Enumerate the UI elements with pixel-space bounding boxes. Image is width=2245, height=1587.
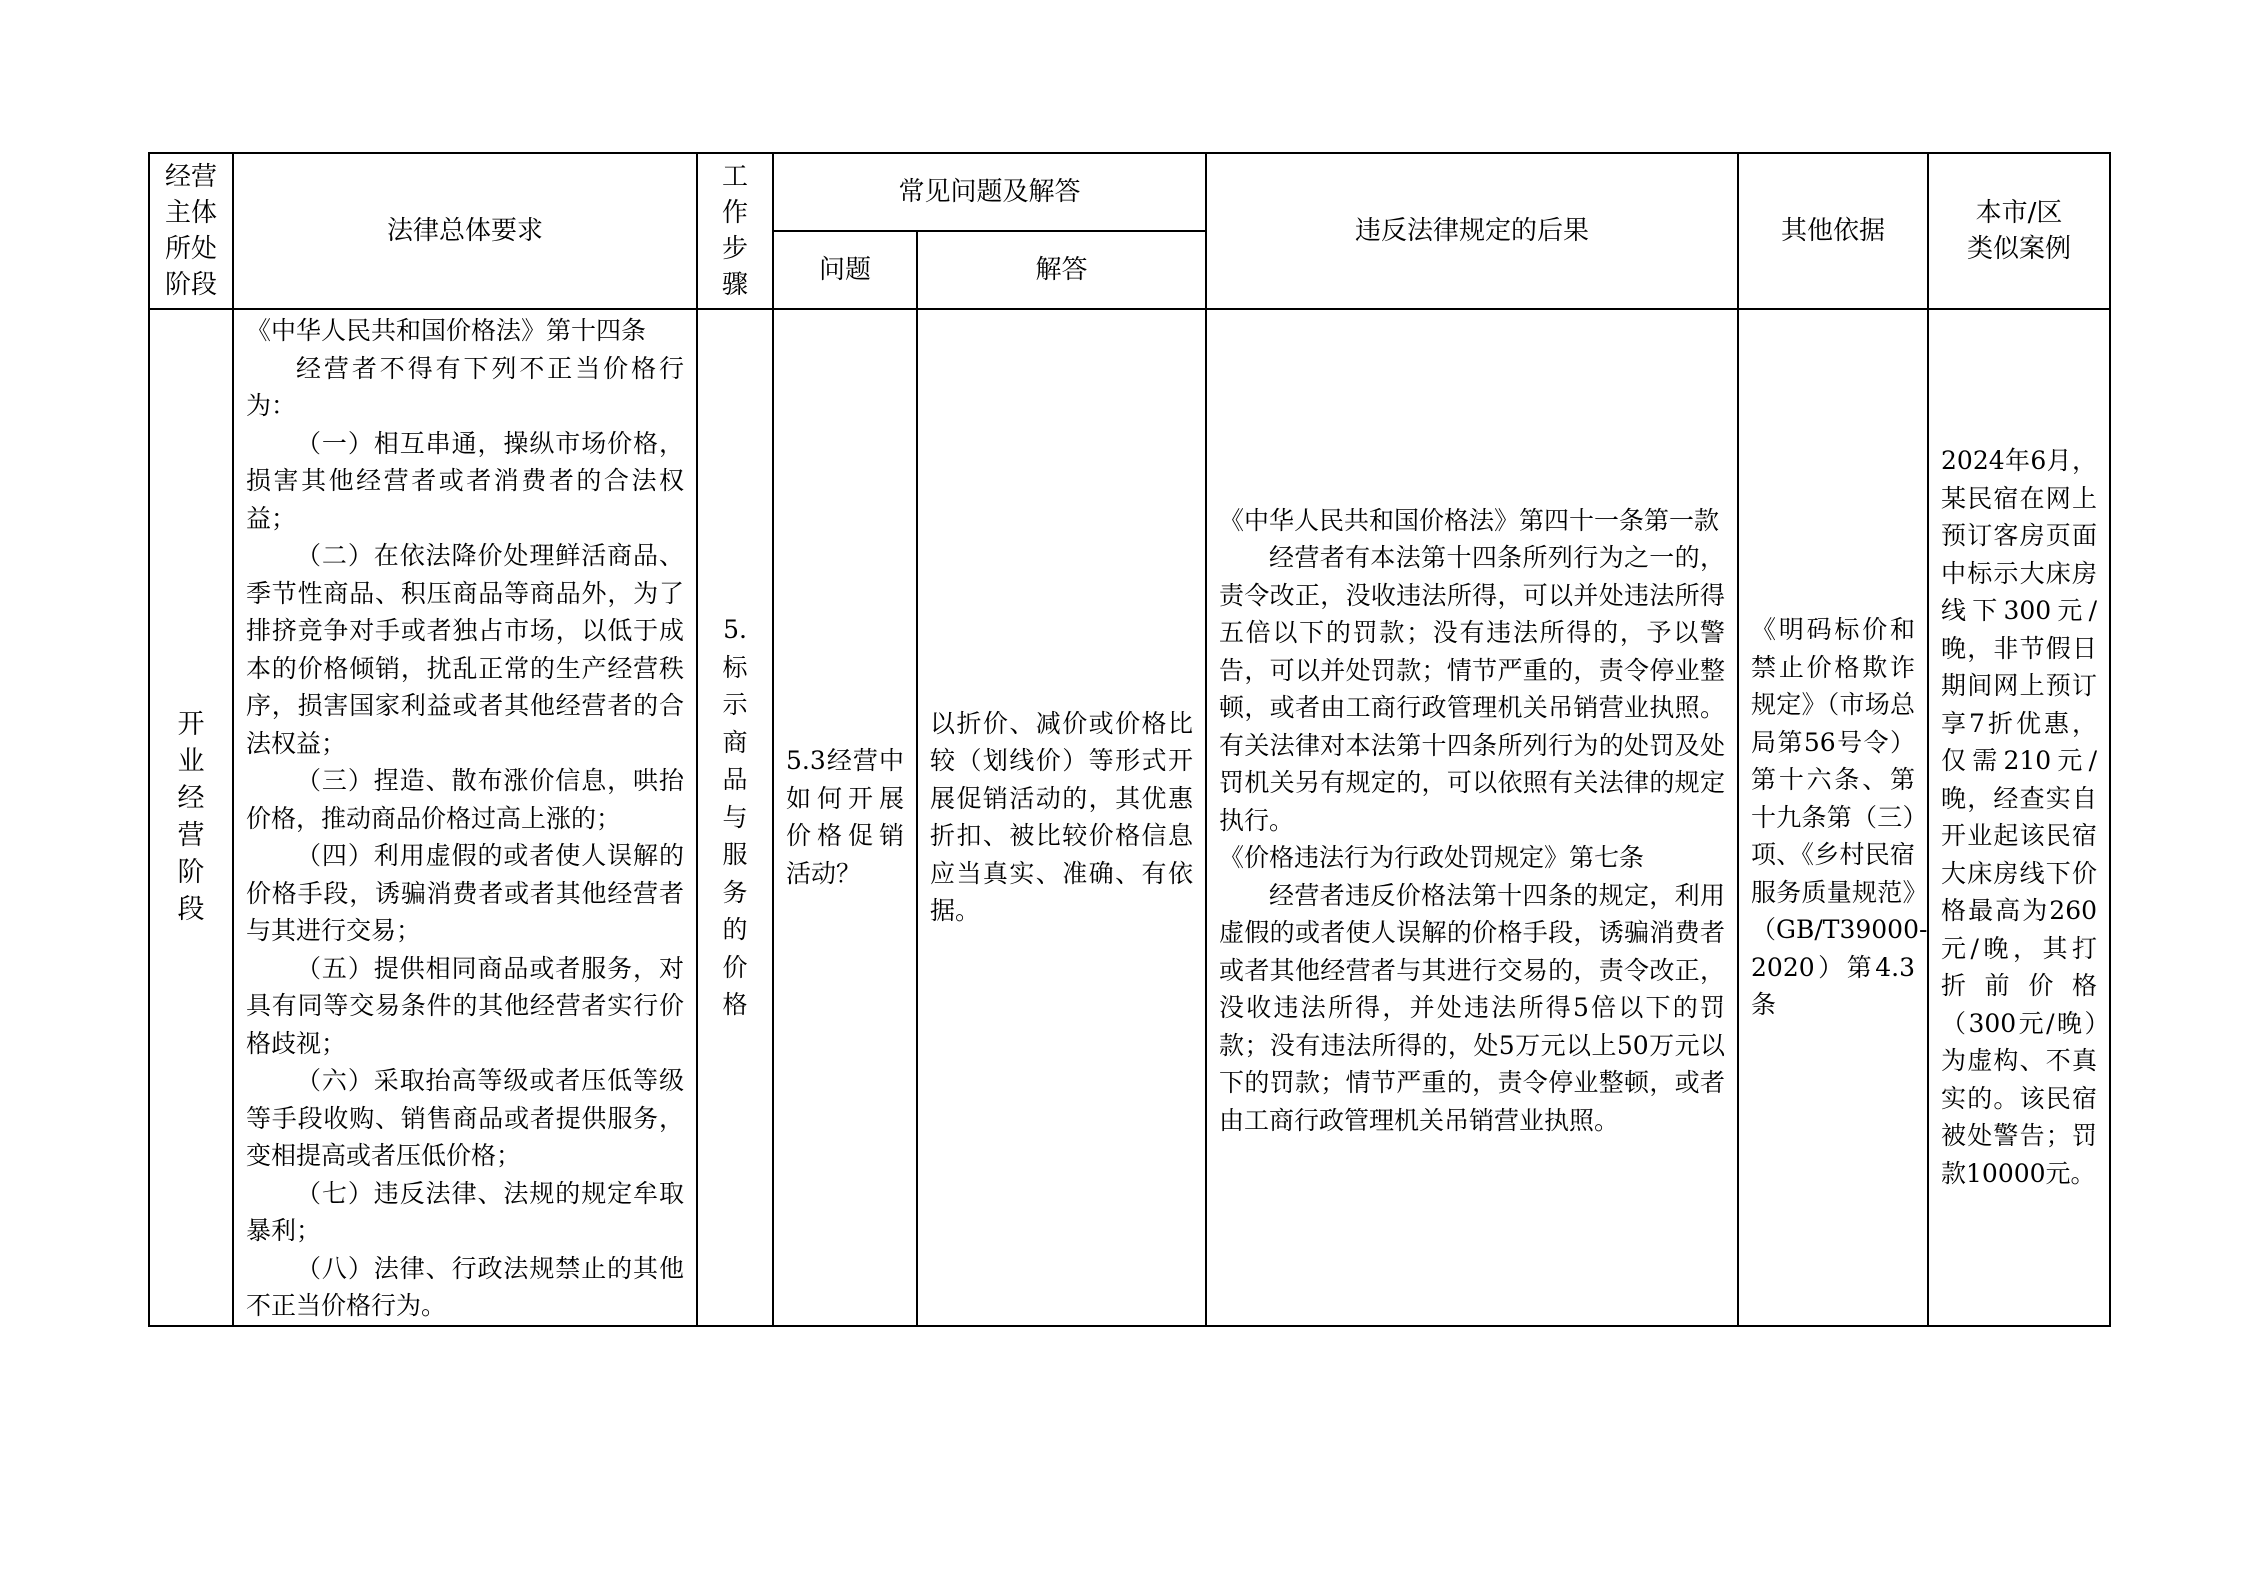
law-paragraph: （一）相互串通，操纵市场价格，损害其他经营者或者消费者的合法权益；: [246, 428, 684, 533]
law-paragraph: （二）在依法降价处理鲜活商品、季节性商品、积压商品等商品外，为了排挤竞争对手或者独占市场，以低于成本的价格倾销，扰乱正常的生产经营秩序，损害国家利益或者其他经营者的合法权益；: [246, 541, 684, 758]
header-other-basis: 其他依据: [1738, 153, 1928, 309]
answer-text: 以折价、减价或价格比较（划线价）等形式开展促销活动的，其优惠折扣、被比较价格信息应当真实、准确、有依据。: [930, 708, 1194, 926]
law-requirement-text: [234, 310, 696, 1325]
consequence-paragraph: 经营者违反价格法第十四条的规定，利用虚假的或者使人误解的价格手段，诱骗消费者或者其他经营者与其进行交易的，责令改正，没收违法所得，并处违法所得5倍以下的罚款；没有违法所得的，处5万元以上50万元以下的罚款；情节严重的，责令停业整顿，或者由工商行政管理机关吊销营业执照。: [1219, 880, 1726, 1135]
local-case-cell: [1928, 309, 2110, 1326]
header-local-case: 本市/区 类似案例: [1928, 153, 2110, 309]
header-faq: 常见问题及解答: [773, 153, 1206, 231]
work-step-cell: 5.标示商品与服务的价格: [697, 309, 773, 1326]
header-law-requirement: 法律总体要求: [233, 153, 697, 309]
stage-cell: 开业经营阶段: [149, 309, 233, 1326]
consequence-paragraph: 《中华人民共和国价格法》第四十一条第一款: [1219, 505, 1720, 535]
consequence-paragraph: 《价格违法行为行政处罚规定》第七条: [1219, 843, 1645, 872]
regulation-table: [148, 152, 2111, 1327]
question-text: 5.3经营中如何开展价格促销活动？: [786, 746, 904, 888]
law-paragraph: 《中华人民共和国价格法》第十四条: [246, 316, 647, 345]
answer-cell: [917, 309, 1206, 1326]
header-answer: 解答: [917, 231, 1206, 309]
law-paragraph: （五）提供相同商品或者服务，对具有同等交易条件的其他经营者实行价格歧视；: [246, 953, 684, 1058]
law-paragraph: （三）捏造、散布涨价信息，哄抬价格，推动商品价格过高上涨的；: [246, 766, 684, 833]
law-paragraph: （八）法律、行政法规禁止的其他不正当价格行为。: [246, 1253, 684, 1320]
other-basis-cell: [1738, 309, 1928, 1326]
other-basis-text: 《明码标价和禁止价格欺诈规定》（市场总局第56号令）第十六条、第十九条第（三）项、《乡村民宿服务质量规范》（GB/T39000-2020）第4.3条: [1751, 615, 1928, 1019]
consequence-cell: [1206, 309, 1738, 1326]
law-paragraph: 经营者不得有下列不正当价格行为：: [246, 353, 684, 420]
local-case-text: 2024年6月，某民宿在网上预订客房页面中标示大床房线下300元/晚，非节假日期间网上预订享7折优惠，仅需210元/晚，经查实自开业起该民宿大床房线下价格最高为260元/晚，其打折前价格（300元/晚）为虚构、不真实的。该民宿被处警告；罚款10000元。: [1941, 446, 2098, 1188]
law-paragraph: （四）利用虚假的或者使人误解的价格手段，诱骗消费者或者其他经营者与其进行交易；: [246, 841, 684, 945]
header-stage: 经营主体所处阶段: [149, 153, 233, 309]
header-consequence: 违反法律规定的后果: [1206, 153, 1738, 309]
consequence-paragraph: 经营者有本法第十四条所列行为之一的，责令改正，没收违法所得，可以并处违法所得五倍以下的罚款；没有违法所得的，予以警告，可以并处罚款；情节严重的，责令停业整顿，或者由工商行政管理机关吊销营业执照。有关法律对本法第十四条所列行为的处罚及处罚机关另有规定的，可以依照有关法律的规定执行。: [1219, 543, 1726, 835]
header-question: 问题: [773, 231, 917, 309]
header-work-step: 工作步骤: [697, 153, 773, 309]
law-paragraph: （六）采取抬高等级或者压低等级等手段收购、销售商品或者提供服务，变相提高或者压低价格；: [246, 1066, 684, 1170]
law-requirement-cell: [233, 309, 697, 1326]
consequence-text: [1207, 496, 1737, 1140]
question-cell: [773, 309, 917, 1326]
law-paragraph: （七）违反法律、法规的规定牟取暴利；: [246, 1178, 684, 1245]
